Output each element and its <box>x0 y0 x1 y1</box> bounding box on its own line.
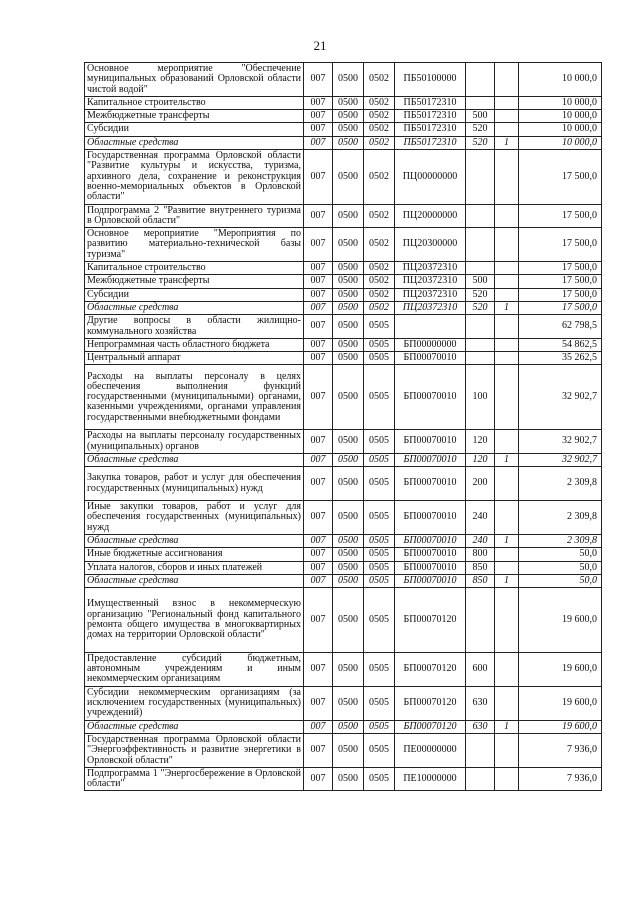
target-article-cell: ПЦ20000000 <box>395 204 466 228</box>
table-row <box>85 275 602 288</box>
table-row <box>85 63 602 97</box>
section-code-cell: 0500 <box>333 288 364 301</box>
funding-source-cell <box>495 338 519 351</box>
department-code-cell: 007 <box>304 430 333 454</box>
subsection-code-cell: 0502 <box>364 262 395 275</box>
item-name-cell: Областные средства <box>85 136 304 149</box>
funding-source-cell <box>495 686 519 720</box>
item-name-cell: Иные бюджетные ассигнования <box>85 548 304 561</box>
subsection-code-cell: 0505 <box>364 733 395 767</box>
subsection-code-cell: 0505 <box>364 352 395 365</box>
target-article-cell: ПБ50172310 <box>395 110 466 123</box>
table-row <box>85 301 602 314</box>
section-code-cell: 0500 <box>333 123 364 136</box>
department-code-cell: 007 <box>304 338 333 351</box>
department-code-cell: 007 <box>304 123 333 136</box>
funding-source-cell <box>495 228 519 262</box>
department-code-cell: 007 <box>304 720 333 733</box>
table-row <box>85 352 602 365</box>
section-code-cell: 0500 <box>333 686 364 720</box>
funding-source-cell <box>495 63 519 97</box>
item-name-cell: Предоставление субсидий бюджетным, автономным учреждениям и иным некоммерческим организациям <box>85 652 304 686</box>
item-name-cell: Расходы на выплаты персоналу государственных (муниципальных) органов <box>85 430 304 454</box>
expense-type-cell <box>466 315 495 339</box>
table-row <box>85 467 602 501</box>
funding-source-cell <box>495 501 519 535</box>
subsection-code-cell: 0502 <box>364 136 395 149</box>
table-row <box>85 96 602 109</box>
subsection-code-cell: 0505 <box>364 501 395 535</box>
section-code-cell: 0500 <box>333 96 364 109</box>
item-name-cell: Субсидии <box>85 288 304 301</box>
subsection-code-cell: 0502 <box>364 123 395 136</box>
funding-source-cell <box>495 588 519 653</box>
subsection-code-cell: 0502 <box>364 204 395 228</box>
department-code-cell: 007 <box>304 262 333 275</box>
expense-type-cell <box>466 63 495 97</box>
funding-source-cell <box>495 96 519 109</box>
department-code-cell: 007 <box>304 534 333 547</box>
item-name-cell: Государственная программа Орловской области "Энергоэффективность и развитие энергетики в Орловской области" <box>85 733 304 767</box>
table-body <box>85 63 602 791</box>
amount-cell: 17 500,0 <box>519 301 602 314</box>
target-article-cell: ПЕ10000000 <box>395 767 466 791</box>
funding-source-cell: 1 <box>495 534 519 547</box>
expense-type-cell <box>466 352 495 365</box>
target-article-cell: ПЦ20372310 <box>395 288 466 301</box>
subsection-code-cell: 0505 <box>364 365 395 430</box>
table-row <box>85 588 602 653</box>
item-name-cell: Государственная программа Орловской области "Развитие культуры и искусства, туризма, архивного дела, сохранение и реконструкция военно-мемориальных объектов в Орловской области" <box>85 150 304 205</box>
amount-cell: 19 600,0 <box>519 720 602 733</box>
amount-cell: 50,0 <box>519 574 602 587</box>
amount-cell: 17 500,0 <box>519 228 602 262</box>
expense-type-cell: 120 <box>466 430 495 454</box>
department-code-cell: 007 <box>304 301 333 314</box>
expense-type-cell: 520 <box>466 136 495 149</box>
expense-type-cell: 800 <box>466 548 495 561</box>
funding-source-cell <box>495 430 519 454</box>
item-name-cell: Межбюджетные трансферты <box>85 110 304 123</box>
table-row <box>85 150 602 205</box>
funding-source-cell <box>495 150 519 205</box>
item-name-cell: Основное мероприятие "Мероприятия по развитию материально-технической базы туризма" <box>85 228 304 262</box>
expense-type-cell: 850 <box>466 574 495 587</box>
department-code-cell: 007 <box>304 204 333 228</box>
expense-type-cell: 520 <box>466 123 495 136</box>
target-article-cell: ПЕ00000000 <box>395 733 466 767</box>
section-code-cell: 0500 <box>333 301 364 314</box>
target-article-cell: ПЦ20372310 <box>395 275 466 288</box>
funding-source-cell <box>495 288 519 301</box>
item-name-cell: Подпрограмма 1 "Энергосбережение в Орловской области" <box>85 767 304 791</box>
amount-cell: 2 309,8 <box>519 534 602 547</box>
subsection-code-cell: 0505 <box>364 534 395 547</box>
department-code-cell: 007 <box>304 315 333 339</box>
funding-source-cell: 1 <box>495 136 519 149</box>
amount-cell: 50,0 <box>519 561 602 574</box>
department-code-cell: 007 <box>304 352 333 365</box>
expense-type-cell: 520 <box>466 301 495 314</box>
section-code-cell: 0500 <box>333 453 364 466</box>
funding-source-cell <box>495 123 519 136</box>
table-row <box>85 767 602 791</box>
budget-table <box>84 62 602 791</box>
amount-cell: 2 309,8 <box>519 501 602 535</box>
section-code-cell: 0500 <box>333 365 364 430</box>
amount-cell: 54 862,5 <box>519 338 602 351</box>
funding-source-cell <box>495 548 519 561</box>
section-code-cell: 0500 <box>333 548 364 561</box>
item-name-cell: Капитальное строительство <box>85 262 304 275</box>
item-name-cell: Областные средства <box>85 720 304 733</box>
subsection-code-cell: 0502 <box>364 110 395 123</box>
amount-cell: 10 000,0 <box>519 63 602 97</box>
target-article-cell: БП00070120 <box>395 652 466 686</box>
table-row <box>85 262 602 275</box>
expense-type-cell: 200 <box>466 467 495 501</box>
department-code-cell: 007 <box>304 96 333 109</box>
subsection-code-cell: 0505 <box>364 561 395 574</box>
amount-cell: 32 902,7 <box>519 453 602 466</box>
table-row <box>85 534 602 547</box>
amount-cell: 32 902,7 <box>519 365 602 430</box>
department-code-cell: 007 <box>304 228 333 262</box>
amount-cell: 7 936,0 <box>519 733 602 767</box>
expense-type-cell <box>466 733 495 767</box>
expense-type-cell <box>466 96 495 109</box>
amount-cell: 62 798,5 <box>519 315 602 339</box>
expense-type-cell <box>466 262 495 275</box>
target-article-cell: ПБ50172310 <box>395 96 466 109</box>
expense-type-cell: 600 <box>466 652 495 686</box>
funding-source-cell <box>495 110 519 123</box>
subsection-code-cell: 0502 <box>364 96 395 109</box>
item-name-cell: Областные средства <box>85 534 304 547</box>
section-code-cell: 0500 <box>333 467 364 501</box>
target-article-cell: ПЦ20372310 <box>395 301 466 314</box>
department-code-cell: 007 <box>304 110 333 123</box>
department-code-cell: 007 <box>304 574 333 587</box>
table-row <box>85 228 602 262</box>
item-name-cell: Областные средства <box>85 574 304 587</box>
section-code-cell: 0500 <box>333 588 364 653</box>
funding-source-cell <box>495 652 519 686</box>
amount-cell: 19 600,0 <box>519 686 602 720</box>
subsection-code-cell: 0502 <box>364 150 395 205</box>
amount-cell: 17 500,0 <box>519 262 602 275</box>
section-code-cell: 0500 <box>333 561 364 574</box>
item-name-cell: Непрограммная часть областного бюджета <box>85 338 304 351</box>
amount-cell: 35 262,5 <box>519 352 602 365</box>
department-code-cell: 007 <box>304 686 333 720</box>
subsection-code-cell: 0505 <box>364 686 395 720</box>
table-row <box>85 501 602 535</box>
item-name-cell: Расходы на выплаты персоналу в целях обеспечения выполнения функций государственными (муниципальными) органами, казенными учреждениями, органами управления государственными внебюджетными фондами <box>85 365 304 430</box>
target-article-cell: БП00070120 <box>395 720 466 733</box>
amount-cell: 17 500,0 <box>519 150 602 205</box>
section-code-cell: 0500 <box>333 150 364 205</box>
subsection-code-cell: 0502 <box>364 275 395 288</box>
amount-cell: 7 936,0 <box>519 767 602 791</box>
expense-type-cell: 500 <box>466 110 495 123</box>
subsection-code-cell: 0505 <box>364 338 395 351</box>
section-code-cell: 0500 <box>333 501 364 535</box>
target-article-cell: БП00070010 <box>395 467 466 501</box>
expense-type-cell <box>466 228 495 262</box>
table-row <box>85 123 602 136</box>
target-article-cell: БП00070010 <box>395 534 466 547</box>
table-row <box>85 686 602 720</box>
target-article-cell: ПБ50100000 <box>395 63 466 97</box>
item-name-cell: Основное мероприятие "Обеспечение муниципальных образований Орловской области чистой водой" <box>85 63 304 97</box>
subsection-code-cell: 0505 <box>364 588 395 653</box>
table-row <box>85 561 602 574</box>
target-article-cell: БП00070010 <box>395 352 466 365</box>
funding-source-cell <box>495 733 519 767</box>
target-article-cell: ПЦ00000000 <box>395 150 466 205</box>
item-name-cell: Иные закупки товаров, работ и услуг для обеспечения государственных (муниципальных) нужд <box>85 501 304 535</box>
item-name-cell: Субсидии <box>85 123 304 136</box>
target-article-cell: БП00070010 <box>395 561 466 574</box>
target-article-cell: БП00070010 <box>395 453 466 466</box>
amount-cell: 10 000,0 <box>519 96 602 109</box>
table-row <box>85 720 602 733</box>
section-code-cell: 0500 <box>333 338 364 351</box>
funding-source-cell: 1 <box>495 453 519 466</box>
item-name-cell: Областные средства <box>85 453 304 466</box>
target-article-cell: БП00070010 <box>395 574 466 587</box>
amount-cell: 2 309,8 <box>519 467 602 501</box>
section-code-cell: 0500 <box>333 275 364 288</box>
target-article-cell: БП00070010 <box>395 365 466 430</box>
target-article-cell: ПБ50172310 <box>395 123 466 136</box>
subsection-code-cell: 0505 <box>364 315 395 339</box>
subsection-code-cell: 0502 <box>364 288 395 301</box>
item-name-cell: Другие вопросы в области жилищно-коммунального хозяйства <box>85 315 304 339</box>
amount-cell: 17 500,0 <box>519 275 602 288</box>
table-row <box>85 365 602 430</box>
department-code-cell: 007 <box>304 767 333 791</box>
expense-type-cell <box>466 150 495 205</box>
item-name-cell: Областные средства <box>85 301 304 314</box>
expense-type-cell: 100 <box>466 365 495 430</box>
target-article-cell: БП00070010 <box>395 501 466 535</box>
expense-type-cell: 120 <box>466 453 495 466</box>
section-code-cell: 0500 <box>333 430 364 454</box>
table-row <box>85 338 602 351</box>
funding-source-cell <box>495 315 519 339</box>
department-code-cell: 007 <box>304 561 333 574</box>
subsection-code-cell: 0505 <box>364 574 395 587</box>
subsection-code-cell: 0502 <box>364 228 395 262</box>
funding-source-cell <box>495 204 519 228</box>
section-code-cell: 0500 <box>333 228 364 262</box>
amount-cell: 17 500,0 <box>519 288 602 301</box>
expense-type-cell: 630 <box>466 720 495 733</box>
department-code-cell: 007 <box>304 63 333 97</box>
subsection-code-cell: 0502 <box>364 63 395 97</box>
table-row <box>85 733 602 767</box>
funding-source-cell <box>495 352 519 365</box>
target-article-cell: БП00000000 <box>395 338 466 351</box>
subsection-code-cell: 0505 <box>364 548 395 561</box>
item-name-cell: Капитальное строительство <box>85 96 304 109</box>
target-article-cell: ПЦ20300000 <box>395 228 466 262</box>
department-code-cell: 007 <box>304 136 333 149</box>
expense-type-cell <box>466 204 495 228</box>
funding-source-cell <box>495 262 519 275</box>
expense-type-cell: 240 <box>466 501 495 535</box>
expense-type-cell <box>466 767 495 791</box>
amount-cell: 32 902,7 <box>519 430 602 454</box>
department-code-cell: 007 <box>304 652 333 686</box>
target-article-cell: БП00070120 <box>395 588 466 653</box>
table-row <box>85 204 602 228</box>
subsection-code-cell: 0505 <box>364 467 395 501</box>
target-article-cell: БП00070010 <box>395 548 466 561</box>
funding-source-cell <box>495 365 519 430</box>
department-code-cell: 007 <box>304 365 333 430</box>
section-code-cell: 0500 <box>333 63 364 97</box>
target-article-cell: ПБ50172310 <box>395 136 466 149</box>
item-name-cell: Межбюджетные трансферты <box>85 275 304 288</box>
amount-cell: 17 500,0 <box>519 204 602 228</box>
amount-cell: 10 000,0 <box>519 123 602 136</box>
section-code-cell: 0500 <box>333 110 364 123</box>
section-code-cell: 0500 <box>333 315 364 339</box>
item-name-cell: Подпрограмма 2 "Развитие внутреннего туризма в Орловской области" <box>85 204 304 228</box>
expense-type-cell <box>466 338 495 351</box>
amount-cell: 50,0 <box>519 548 602 561</box>
expense-type-cell: 850 <box>466 561 495 574</box>
funding-source-cell: 1 <box>495 720 519 733</box>
section-code-cell: 0500 <box>333 574 364 587</box>
department-code-cell: 007 <box>304 733 333 767</box>
amount-cell: 19 600,0 <box>519 588 602 653</box>
target-article-cell: БП00070010 <box>395 430 466 454</box>
department-code-cell: 007 <box>304 501 333 535</box>
subsection-code-cell: 0505 <box>364 430 395 454</box>
subsection-code-cell: 0505 <box>364 720 395 733</box>
amount-cell: 19 600,0 <box>519 652 602 686</box>
department-code-cell: 007 <box>304 275 333 288</box>
table-row <box>85 430 602 454</box>
department-code-cell: 007 <box>304 150 333 205</box>
department-code-cell: 007 <box>304 548 333 561</box>
section-code-cell: 0500 <box>333 352 364 365</box>
target-article-cell <box>395 315 466 339</box>
table-row <box>85 574 602 587</box>
section-code-cell: 0500 <box>333 136 364 149</box>
table-row <box>85 652 602 686</box>
expense-type-cell <box>466 588 495 653</box>
table-row <box>85 288 602 301</box>
subsection-code-cell: 0505 <box>364 652 395 686</box>
expense-type-cell: 520 <box>466 288 495 301</box>
department-code-cell: 007 <box>304 288 333 301</box>
section-code-cell: 0500 <box>333 652 364 686</box>
section-code-cell: 0500 <box>333 767 364 791</box>
section-code-cell: 0500 <box>333 733 364 767</box>
funding-source-cell <box>495 467 519 501</box>
table-row <box>85 548 602 561</box>
expense-type-cell: 630 <box>466 686 495 720</box>
item-name-cell: Закупка товаров, работ и услуг для обеспечения государственных (муниципальных) нужд <box>85 467 304 501</box>
target-article-cell: ПЦ20372310 <box>395 262 466 275</box>
subsection-code-cell: 0502 <box>364 301 395 314</box>
funding-source-cell: 1 <box>495 574 519 587</box>
expense-type-cell: 500 <box>466 275 495 288</box>
funding-source-cell: 1 <box>495 301 519 314</box>
table-row <box>85 110 602 123</box>
section-code-cell: 0500 <box>333 534 364 547</box>
section-code-cell: 0500 <box>333 262 364 275</box>
amount-cell: 10 000,0 <box>519 110 602 123</box>
department-code-cell: 007 <box>304 453 333 466</box>
item-name-cell: Имущественный взнос в некоммерческую организацию "Региональный фонд капитального ремонта общего имущества в многоквартирных домах на территории Орловской области" <box>85 588 304 653</box>
funding-source-cell <box>495 767 519 791</box>
department-code-cell: 007 <box>304 467 333 501</box>
target-article-cell: БП00070120 <box>395 686 466 720</box>
item-name-cell: Субсидии некоммерческим организациям (за исключением государственных (муниципальных) учреждений) <box>85 686 304 720</box>
funding-source-cell <box>495 275 519 288</box>
item-name-cell: Центральный аппарат <box>85 352 304 365</box>
expense-type-cell: 240 <box>466 534 495 547</box>
item-name-cell: Уплата налогов, сборов и иных платежей <box>85 561 304 574</box>
amount-cell: 10 000,0 <box>519 136 602 149</box>
subsection-code-cell: 0505 <box>364 767 395 791</box>
subsection-code-cell: 0505 <box>364 453 395 466</box>
table-row <box>85 315 602 339</box>
department-code-cell: 007 <box>304 588 333 653</box>
page-number: 21 <box>313 38 327 53</box>
funding-source-cell <box>495 561 519 574</box>
table-row <box>85 453 602 466</box>
section-code-cell: 0500 <box>333 720 364 733</box>
section-code-cell: 0500 <box>333 204 364 228</box>
table-row <box>85 136 602 149</box>
